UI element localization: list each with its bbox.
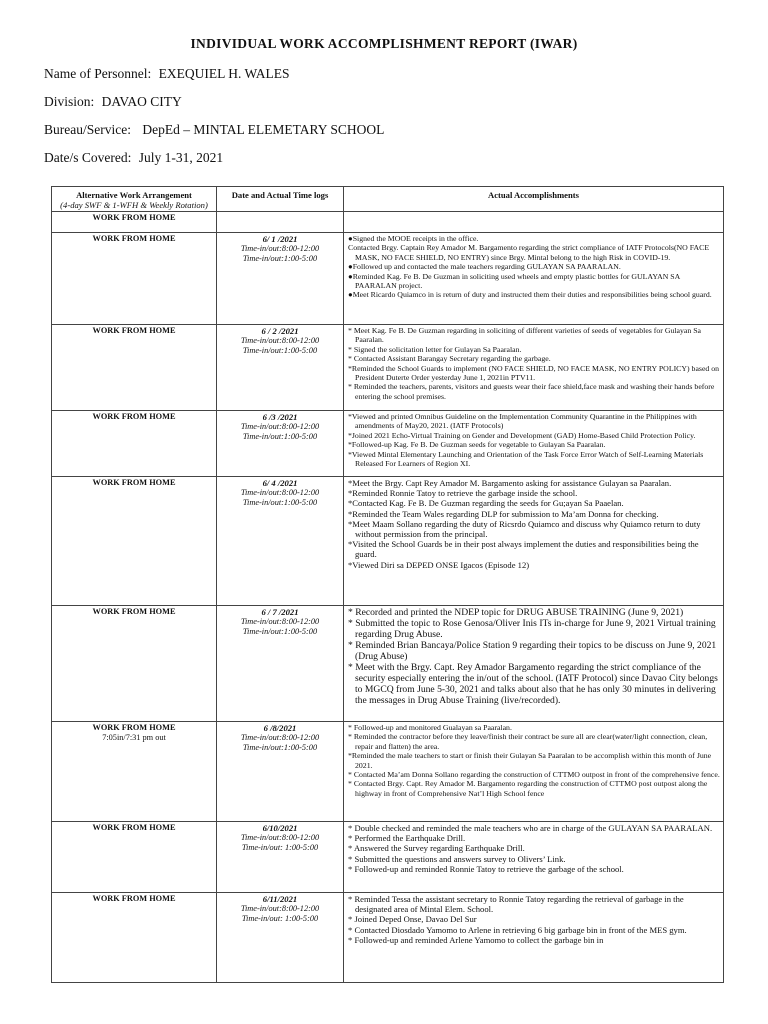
table-row bbox=[52, 233, 724, 325]
header-arrangement bbox=[52, 187, 217, 212]
field-bureau-service bbox=[44, 122, 384, 138]
cell-accomplishments bbox=[344, 411, 724, 477]
accomplishment-item: *Meet Maam Sollano regarding the duty of Ricsrdo Quiamco and discuss why Quiamco return to duty without permission from the principal. bbox=[348, 518, 701, 540]
accomplishment-item: * Submitted the topic to Rose Genosa/Oliver Inis ITs in-charge for June 9, 2021 Virtual training regarding Drug Abuse. bbox=[348, 618, 716, 640]
accomplishment-item: * Meet Kag. Fe B. De Guzman regarding in soliciting of different varieties of seeds of vegetables for Gulayan Sa Paaralan. bbox=[348, 326, 701, 345]
time-in: Time-in/out:8:00-12:00 bbox=[240, 733, 320, 742]
accomplishment-item: *Reminded Ronnie Tatoy to retrieve the garbage inside the school. bbox=[348, 488, 578, 499]
table-row bbox=[52, 411, 724, 477]
table-row bbox=[52, 893, 724, 983]
field-label: Division: bbox=[44, 94, 95, 109]
time-out: Time-in/out:1:00-5:00 bbox=[242, 254, 318, 263]
header-accomplishments: Actual Accomplishments bbox=[344, 187, 724, 212]
cell-accomplishments bbox=[344, 722, 724, 822]
cell-date-time bbox=[217, 477, 344, 606]
time-in: Time-in/out:8:00-12:00 bbox=[240, 336, 320, 345]
table-row bbox=[52, 212, 724, 233]
field-division bbox=[44, 94, 182, 110]
time-in: Time-in/out:8:00-12:00 bbox=[240, 488, 320, 497]
time-in: Time-in/out:8:00-12:00 bbox=[240, 904, 320, 913]
accomplishment-item: * Meet with the Brgy. Capt. Rey Amador Bargamento regarding the strict compliance of the security especially entering the in/out of the school. (IATF Protocol) since Davao City belongs to MGCQ from June 5-30, 2021 and talks about also that he has only 30 minutes in delivering the messages in Drug Abuse Training (live/recorded). bbox=[348, 662, 718, 706]
accomplishment-item: *Contacted Kag. Fe B. De Guzman regarding the seeds for Gu;ayan Sa Paaelan. bbox=[348, 498, 624, 509]
table-row bbox=[52, 606, 724, 722]
arrangement-text: WORK FROM HOME bbox=[92, 234, 176, 243]
report-title: INDIVIDUAL WORK ACCOMPLISHMENT REPORT (IWAR) bbox=[190, 36, 578, 51]
header-arrangement-label: Alternative Work Arrangement bbox=[76, 190, 192, 200]
accomplishment-item: * Signed the solicitation letter for Gulayan Sa Paaralan. bbox=[348, 344, 522, 354]
field-value: July 1-31, 2021 bbox=[138, 150, 224, 165]
field-value: DepEd – MINTAL ELEMETARY SCHOOL bbox=[142, 122, 385, 137]
accomplishment-item: * Answered the Survey regarding Earthquake Drill. bbox=[348, 843, 525, 854]
cell-date-time bbox=[217, 411, 344, 477]
accomplishment-item: ●Meet Ricardo Quiamco in is return of duty and instructed them their duties and responsibilities being school guard. bbox=[348, 290, 712, 300]
cell-accomplishments bbox=[344, 212, 724, 233]
log-date: 6 /8/2021 bbox=[263, 723, 297, 733]
cell-accomplishments bbox=[344, 606, 724, 722]
cell-arrangement bbox=[52, 893, 217, 983]
time-out: Time-in/out:1:00-5:00 bbox=[242, 498, 318, 507]
time-in: Time-in/out:8:00-12:00 bbox=[240, 833, 320, 842]
accomplishment-item: * Performed the Earthquake Drill. bbox=[348, 833, 466, 844]
log-date: 6/11/2021 bbox=[262, 894, 298, 904]
cell-accomplishments bbox=[344, 893, 724, 983]
time-in: Time-in/out:8:00-12:00 bbox=[240, 422, 320, 431]
accomplishment-item: * Contacted Assistant Barangay Secretary regarding the garbage. bbox=[348, 354, 551, 364]
accomplishment-item: ●Signed the MOOE receipts in the office. bbox=[348, 234, 479, 243]
arrangement-extra: 7:05in/7:31 pm out bbox=[102, 733, 166, 742]
arrangement-text: WORK FROM HOME bbox=[92, 213, 176, 222]
accomplishment-item: *Viewed and printed Omnibus Guideline on the Implementation Community Quarantine in the Philippines with amendments of May20, 2021. (IATF Protocols) bbox=[348, 412, 697, 431]
header-date: Date and Actual Time logs bbox=[217, 187, 344, 212]
arrangement-text: WORK FROM HOME bbox=[92, 412, 176, 421]
cell-date-time bbox=[217, 325, 344, 411]
cell-accomplishments bbox=[344, 233, 724, 325]
cell-date-time bbox=[217, 212, 344, 233]
cell-arrangement bbox=[52, 233, 217, 325]
accomplishment-item: *Joined 2021 Echo-Virtual Training on Gender and Development (GAD) Home-Based Child Protection Policy. bbox=[348, 430, 696, 440]
field-value: EXEQUIEL H. WALES bbox=[158, 66, 290, 81]
accomplishment-item: * Reminded Tessa the assistant secretary to Ronnie Tatoy regarding the retrieval of garbage in the designated area of Mintal Elem. School. bbox=[348, 894, 684, 915]
accomplishment-item: *Reminded the male teachers to start or finish their Gulayan Sa Paaralan to be accomplish within this month of June 2021. bbox=[348, 751, 712, 770]
cell-arrangement bbox=[52, 325, 217, 411]
accomplishment-item: * Contacted Diosdado Yamomo to Arlene in retrieving 6 big garbage bin in front of the MES gym. bbox=[348, 924, 687, 935]
accomplishment-item: *Reminded the School Guards to implement (NO FACE SHIELD, NO FACE MASK, NO ENTRY POLICY) based on President Duterte Order yesterday June 1, 2021in PTV11. bbox=[348, 363, 720, 383]
arrangement-text: WORK FROM HOME bbox=[92, 607, 176, 616]
table-row bbox=[52, 477, 724, 606]
table-row bbox=[52, 822, 724, 893]
time-out: Time-in/out: 1:00-5:00 bbox=[241, 843, 319, 852]
log-date: 6 /3 /2021 bbox=[262, 412, 298, 422]
cell-accomplishments bbox=[344, 325, 724, 411]
accomplishment-item: * Followed-up and monitored Gualayan sa Paaralan. bbox=[348, 723, 512, 732]
time-in: Time-in/out:8:00-12:00 bbox=[240, 617, 320, 626]
time-out: Time-in/out: 1:00-5:00 bbox=[241, 914, 319, 923]
accomplishment-item: *Viewed Diri sa DEPED ONSE Igacos (Episode 12) bbox=[348, 559, 530, 570]
accomplishment-item: *Reminded the Team Wales regarding DLP for submission to Ma’am Donna for checking. bbox=[348, 508, 659, 519]
cell-arrangement bbox=[52, 606, 217, 722]
arrangement-text: WORK FROM HOME bbox=[92, 823, 176, 832]
time-out: Time-in/out:1:00-5:00 bbox=[242, 346, 318, 355]
accomplishment-item: * Followed-up and reminded Ronnie Tatoy to retrieve the garbage of the school. bbox=[348, 863, 624, 874]
accomplishment-item: ●Reminded Kag. Fe B. De Guzman in soliciting used wheels and empty plastic bottles for GULAYAN SA PAARALAN project. bbox=[348, 271, 680, 291]
cell-date-time bbox=[217, 822, 344, 893]
accomplishment-item: * Double checked and reminded the male teachers who are in charge of the GULAYAN SA PAARALAN. bbox=[348, 823, 713, 833]
accomplishment-table bbox=[51, 186, 724, 983]
header-arrangement-sub: (4-day SWF & 1-WFH & Weekly Rotation) bbox=[60, 200, 208, 210]
field-dates-covered bbox=[44, 150, 223, 166]
cell-date-time bbox=[217, 893, 344, 983]
accomplishment-item: *Visited the School Guards be in their post always implement the duties and responsibilities being the guard. bbox=[348, 539, 699, 560]
cell-date-time bbox=[217, 233, 344, 325]
field-label: Bureau/Service: bbox=[44, 122, 131, 137]
field-label: Date/s Covered: bbox=[44, 150, 132, 165]
cell-arrangement bbox=[52, 212, 217, 233]
cell-arrangement bbox=[52, 722, 217, 822]
accomplishment-item: * Contacted Brgy. Capt. Rey Amador M. Bargamento regarding the construction of CTTMO post outpost along the highway in front of Comprehensive Nat’l High School fence bbox=[348, 779, 708, 798]
arrangement-text: WORK FROM HOME bbox=[92, 326, 176, 335]
time-out: Time-in/out:1:00-5:00 bbox=[242, 743, 318, 752]
accomplishment-item: * Recorded and printed the NDEP topic for DRUG ABUSE TRAINING (June 9, 2021) bbox=[348, 607, 684, 618]
cell-arrangement bbox=[52, 822, 217, 893]
accomplishment-item: Contacted Brgy. Captain Rey Amador M. Bargamento regarding the strict compliance of IATF Protocols(NO FACE MASK, NO FACE SHIELD, NO ENTRY) since Brgy. Mintal belong to the high Risk in COVID-19. bbox=[348, 243, 710, 262]
accomplishment-item: *Meet the Brgy. Capt Rey Amador M. Bargamento asking for assistance Gulayan sa Paaralan. bbox=[348, 478, 672, 488]
cell-date-time bbox=[217, 722, 344, 822]
table-row bbox=[52, 325, 724, 411]
cell-arrangement bbox=[52, 477, 217, 606]
field-label: Name of Personnel: bbox=[44, 66, 152, 81]
arrangement-text: WORK FROM HOME bbox=[92, 723, 176, 732]
field-name-of-personnel bbox=[44, 66, 289, 82]
time-out: Time-in/out:1:00-5:00 bbox=[242, 627, 318, 636]
cell-arrangement bbox=[52, 411, 217, 477]
accomplishment-item: * Joined Deped Onse, Davao Del Sur bbox=[348, 914, 477, 925]
log-date: 6/10/2021 bbox=[262, 823, 298, 833]
log-date: 6 / 7 /2021 bbox=[261, 607, 299, 617]
accomplishment-item: * Reminded the contractor before they leave/finish their contract be sure all are clear(water/light connection, clean, repair and flatten) the area. bbox=[348, 732, 708, 751]
arrangement-text: WORK FROM HOME bbox=[92, 894, 176, 903]
log-date: 6/ 1 /2021 bbox=[262, 234, 298, 244]
arrangement-text: WORK FROM HOME bbox=[92, 478, 176, 487]
accomplishment-item: * Submitted the questions and answers survey to Olivers’ Link. bbox=[348, 853, 566, 864]
cell-accomplishments bbox=[344, 477, 724, 606]
time-in: Time-in/out:8:00-12:00 bbox=[240, 244, 320, 253]
log-date: 6/ 4 /2021 bbox=[262, 478, 298, 488]
log-date: 6 / 2 /2021 bbox=[261, 326, 299, 336]
field-value: DAVAO CITY bbox=[101, 94, 182, 109]
accomplishment-item: * Reminded Brian Bancaya/Police Station 9 regarding their topics to be discuss on June 9, 2021 (Drug Abuse) bbox=[348, 640, 717, 662]
accomplishment-item: * Reminded the teachers, parents, visitors and guests wear their face shield,face mask and washing their hands before entering the school premises. bbox=[348, 382, 715, 401]
cell-date-time bbox=[217, 606, 344, 722]
accomplishment-item: *Viewed Mintal Elementary Launching and Orientation of the Task Force Error Watch of Self-Learning Materials Released For Learners of Region XI. bbox=[348, 449, 704, 469]
table-header-row bbox=[52, 187, 724, 212]
time-out: Time-in/out:1:00-5:00 bbox=[242, 432, 318, 441]
accomplishment-item: ●Followed up and contacted the male teachers regarding GULAYAN SA PAARALAN. bbox=[348, 262, 621, 272]
accomplishment-item: * Followed-up and reminded Arlene Yamomo to collect the garbage bin in bbox=[348, 934, 604, 945]
accomplishment-item: *Followed-up Kag. Fe B. De Guzman seeds for vegetable to Gulayan Sa Paaralan. bbox=[348, 440, 606, 450]
accomplishment-item: * Contacted Ma’am Donna Sollano regarding the construction of CTTMO outpost in front of the comprehensive fence. bbox=[348, 770, 720, 780]
table-row bbox=[52, 722, 724, 822]
cell-accomplishments bbox=[344, 822, 724, 893]
